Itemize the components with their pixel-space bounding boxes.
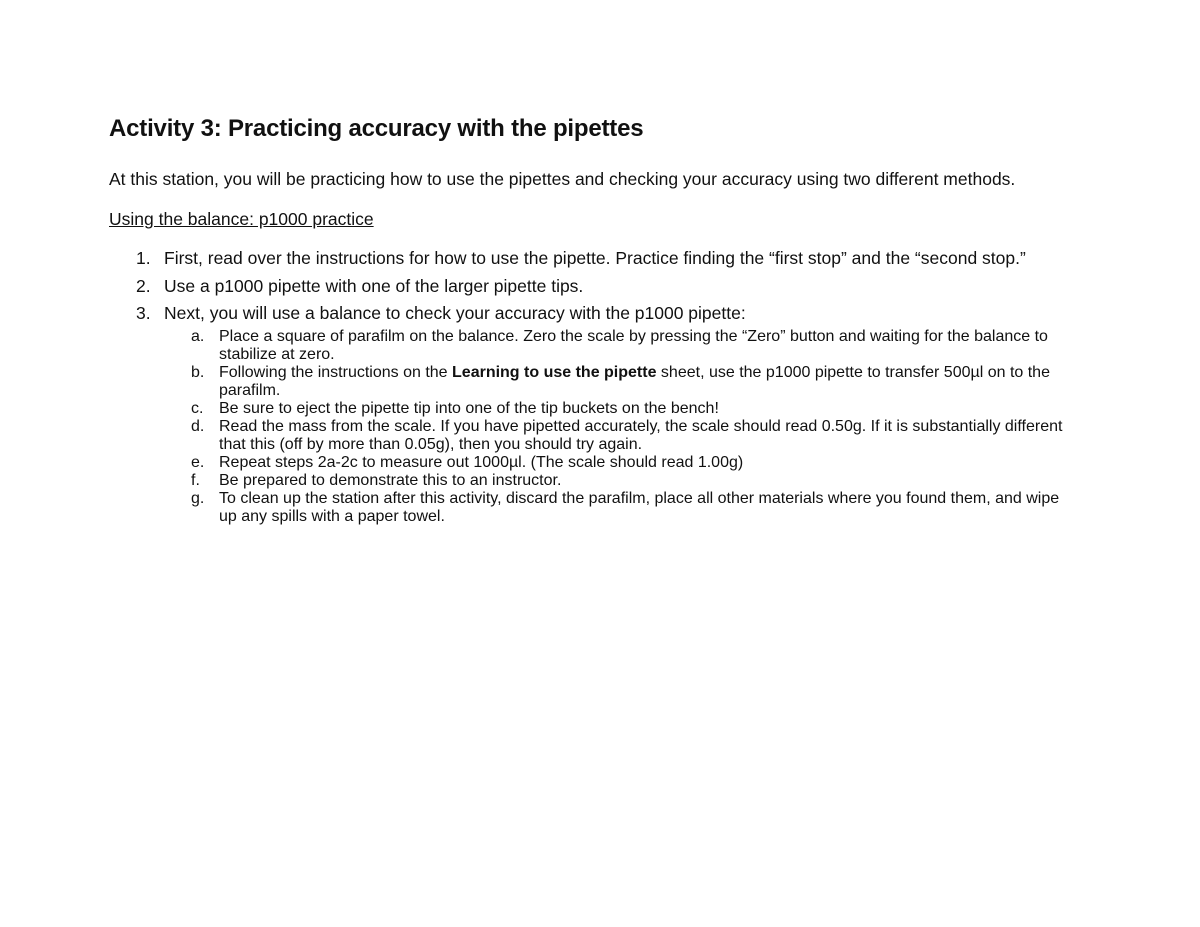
substep-text: To clean up the station after this activity, discard the parafilm, place all other materials where you found them, and wipe up any spills with a paper towel.	[219, 489, 1060, 525]
list-item-substep-b	[164, 364, 1069, 400]
steps-list	[109, 245, 1109, 328]
substep-text: Repeat steps 2a-2c to measure out 1000µl. (The scale should read 1.00g)	[219, 453, 744, 471]
step-text: Use a p1000 pipette with one of the larger pipette tips.	[164, 275, 584, 296]
substep-letter: b.	[191, 363, 205, 381]
step-text: Next, you will use a balance to check your accuracy with the p1000 pipette:	[164, 303, 746, 324]
substeps-list	[109, 328, 1109, 526]
substep-letter: c.	[191, 399, 204, 417]
list-item-substep-g	[164, 490, 1069, 526]
document-page	[109, 112, 1109, 526]
list-item-substep-a	[164, 328, 1069, 364]
list-item-substep-c	[164, 400, 1069, 418]
substep-letter: f.	[191, 471, 200, 489]
section-heading: Using the balance: p1000 practice	[109, 208, 374, 229]
list-item-step-3	[109, 300, 1109, 328]
substep-text: Place a square of parafilm on the balance. Zero the scale by pressing the “Zero” button and waiting for the balance to stabilize at zero.	[219, 327, 1048, 363]
substep-text: Read the mass from the scale. If you have pipetted accurately, the scale should read 0.50g. If it is substantially different that this (off by more than 0.05g), then you should try again.	[219, 417, 1063, 453]
list-item-step-1	[109, 245, 1109, 273]
step-number: 3.	[136, 303, 151, 324]
page-title: Activity 3: Practicing accuracy with the pipettes	[109, 115, 644, 142]
step-number: 1.	[136, 248, 151, 268]
step-number: 2.	[136, 275, 151, 296]
substep-letter: d.	[191, 417, 205, 435]
substep-text: Be prepared to demonstrate this to an instructor.	[219, 471, 562, 489]
step-text: First, read over the instructions for how to use the pipette. Practice finding the “first stop” and the “second stop.”	[164, 248, 1026, 268]
substep-letter: a.	[191, 327, 205, 345]
intro-paragraph: At this station, you will be practicing how to use the pipettes and checking your accuracy using two different methods.	[109, 169, 1016, 189]
substep-letter: g.	[191, 489, 205, 507]
list-item-substep-e	[164, 454, 1069, 472]
substep-text-after: sheet, use the p1000 pipette to transfer 500µl on to the parafilm.	[219, 363, 1050, 399]
substep-text: Be sure to eject the pipette tip into one of the tip buckets on the bench!	[219, 399, 719, 417]
list-item-substep-f	[164, 472, 1069, 490]
list-item-step-2	[109, 273, 1109, 301]
substep-text-before: Following the instructions on the	[219, 363, 453, 381]
sheet-name-bold: Learning to use the pipette	[452, 363, 657, 381]
list-item-substep-d	[164, 418, 1069, 454]
substep-letter: e.	[191, 453, 205, 471]
